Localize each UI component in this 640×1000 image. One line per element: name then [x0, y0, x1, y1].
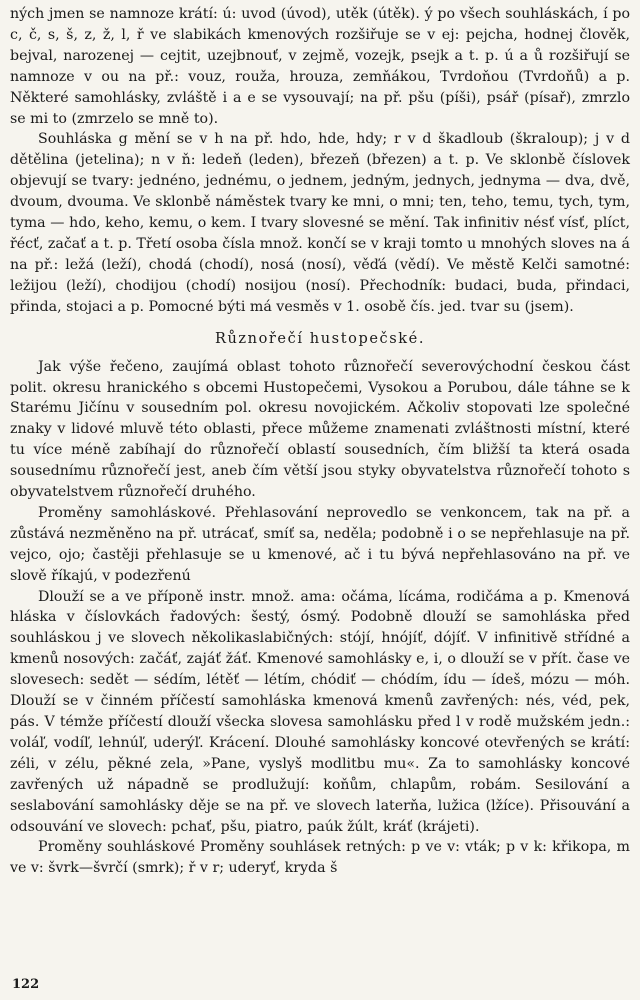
section-heading: Různořečí hustopečské. — [214, 330, 426, 347]
paragraph: Jak výše řečeno, zaujímá oblast tohoto různořečí severovýchodní českou část polit. okresu hranického s obcemi Hustopečemi, Vysokou a Porubou, dále táhne se k Starému Jičínu v sousedním pol. okresu novojickém. Ačkoliv stopovati lze společné znaky v lidové mluvě této oblasti, přece můžeme znamenati zvláštnosti místní, které tu více méně zabíhají do různořečí oblastí sousedních, čím bližší ta která osada sousednímu různořečí jest, aneb čím větší jsou styky obyvatelstva různořečí tohoto s obyvatelstvem různořečí druhého. — [10, 358, 630, 501]
body-text — [10, 4, 630, 879]
paragraph: ných jmen se namnoze krátí: ú: uvod (úvod), utěk (útěk). ý po všech souhláskách, í po c, č, s, š, z, ž, l, ř ve slabikách kmenových rozšiřuje se v ej: pejcha, hodnej člověk, bejval, narozenej — cejtit, uzejbnouť, v zejmě, vozejk, psejk a t. p. ú a ů rozšiřují se namnoze v ou na př.: vouz, rouža, hrouza, zemňákou, Tvrdoňou (Tvrdoňů) a p. Některé samohlásky, zvláště i a e se vysouvají; na př. pšu (píši), psář (písař), zmrzlo se mi to (zmrzelo se mně to). — [10, 6, 630, 127]
paragraph: Proměny samohláskové. Přehlasování neprovedlo se venkoncem, tak na př. a zůstává nezměněno na př. utrácať, smíť sa, neděla; podobně i o se nepřehlasuje na př. vejco, ojo; častěji přehlasuje se u kmenové, ač i tu bývá nepřehlasováno na př. ve slově říkajú, v podezřenú — [10, 504, 630, 584]
paragraph: Souhláska g mění se v h na př. hdo, hde, hdy; r v d škadloub (škraloup); j v d dětělina (jetelina); n v ň: ledeň (leden), březeň (březen) a t. p. Ve sklonbě číslovek objevují se tvary: jednéno, jednému, o jednem, jedným, jednych, jednyma — dva, dvě, dvoum, dvouma. Ve sklonbě náměstek tvary ke mni, o mni; ten, teho, temu, tych, tym, tyma — hdo, keho, kemu, o kem. I tvary slovesné se mění. Tak infinitiv nésť vísť, plíct, řécť, začať a t. p. Třetí osoba čísla množ. končí se v kraji tomto u mnohých sloves na á na př.: ležá (leží), chodá (chodí), nosá (nosí), věďá (vědí). Ve městě Kelči samotné: ležijou (leží), chodijou (chodí) nosijou (nosí). Přechodník: budaci, buda, přindaci, přinda, stojaci a p. Pomocné býti má vesměs v 1. osobě čís. jed. tvar su (jsem). — [10, 131, 630, 315]
page-number: 122 — [12, 977, 40, 992]
paragraph: Proměny souhláskové Proměny souhlásek retných: p ve v: vták; p v k: křikopa, m ve v: švrk—švrčí (smrk); ř v r; uderyť, kryda š — [10, 839, 630, 877]
paragraph: Dlouží se a ve příponě instr. množ. ama: očáma, lícáma, rodičáma a p. Kmenová hláska v číslovkách řadových: šestý, ósmý. Podobně dlouží se samohláska před souhláskou j ve slovech několikaslabičných: stójí, hnójíť, dójíť. V infinitivě střídné a kmenů nosových: začáť, zajáť žáť. Kmenové samohlásky e, i, o dlouží se v přít. čase ve slovesech: sedět — sédím, létěť — létím, chódiť — chódím, ídu — ídeš, mózu — móh. Dlouží se v činném příčestí samohláska kmenová kmenů zavřených: nés, véd, pek, pás. V témže příčestí dlouží všecka slovesa samohlásku před l v rodě mužském jedn.: voláľ, vodíľ, lehnúľ, uderýľ. Krácení. Dlouhé samohlásky koncové otevřených se krátí: zéli, v zélu, pěkné zela, »Pane, vyslyš modlitbu mu«. Za to samohlásky koncové zavřených už nápadně se prodlužují: koňům, chlapům, robám. Sesilování a seslabování samohlásky děje se na př. ve slovech laterňa, lužica (lžíce). Přisouvání a odsouvání ve slovech: pchať, pšu, piatro, paúk žúlt, kráť (krájeti). — [10, 588, 630, 835]
